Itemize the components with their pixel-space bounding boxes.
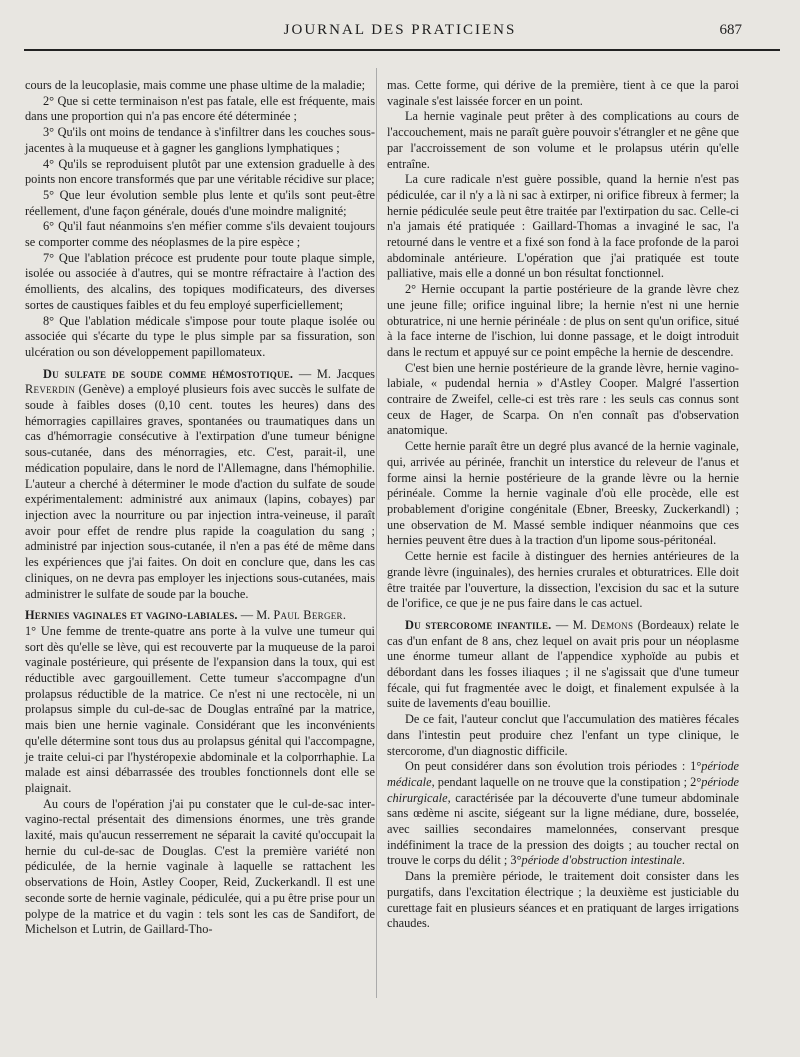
section-hernies-vaginales bbox=[25, 608, 375, 624]
emphasis: période médicale bbox=[387, 759, 739, 789]
paragraph: cours de la leucoplasie, mais comme une phase ultime de la maladie; bbox=[25, 78, 366, 92]
section-body: (Genève) a employé plusieurs fois avec succès le sulfate de soude à faibles doses (0,10 cent. toutes les heures) dans des hémorragies capillaires graves, spontanées ou traumatiques dans un cas d'hémorragie consécutive à l'extirpation d'une tumeur bénigne sous-cutanée, dans des ménorragies, etc. C'est, parait-il, une médication populaire, dans le nord de l'Allemagne, dans l'hémophilie. L'auteur a cherché à déterminer le mode d'action du sulfate de soude expérimentalement: administré aux animaux (lapins, cobayes) par injection avec la nourriture ou par injection intra-veineuse, il paraît avoir pour effet de rendre plus rapide la coagulation du sang ; administré par injection sous-cutanée, il n'en a pas été de même dans les expériences que j'ai faites. On doit en conclure que, dans les cas cliniques, on ne devra pas employer les injections sous-cutanées, mais administrer le sulfate de soude par la bouche. bbox=[25, 382, 375, 601]
section-stercorome bbox=[387, 618, 739, 712]
author-name: Paul Berger. bbox=[273, 608, 347, 623]
paragraph: 5° Que leur évolution semble plus lente et qu'ils sont peut-être réellement, d'une façon générale, doués d'une moindre malignité; bbox=[25, 187, 375, 218]
section-title: Hernies vaginales et vagino-labiales. bbox=[25, 608, 238, 623]
journal-title: JOURNAL DES PRATICIENS bbox=[283, 22, 517, 38]
section-title: Du stercorome infantile. bbox=[405, 617, 552, 632]
column-divider bbox=[376, 68, 377, 998]
paragraph: 8° Que l'ablation médicale s'impose pour toute plaque isolée ou associée qui s'écarte du type le plus simple par sa fissuration, son ulcération ou son développement papillomateux. bbox=[25, 313, 375, 359]
paragraph: 4° Qu'ils se reproduisent plutôt par une extension graduelle à des points non encore transformés que par une véritable récidive sur place; bbox=[25, 156, 375, 187]
paragraph: 7° Que l'ablation précoce est prudente pour toute plaque simple, isolée ou associée à d'autres, qui se montre réfractaire à l'action des émollients, des alcalins, des topiques modificateurs, des diverses sortes de caustiques faibles et du feu employé superficiellement; bbox=[25, 250, 375, 312]
section-title: Du sulfate de soude comme hémostotique. bbox=[43, 366, 294, 381]
paragraph: La hernie vaginale peut prêter à des complications au cours de l'accouchement, mais ne paraît guère pouvoir s'étrangler et ne gêne que par l'accroissement de son volume et le prolapsus utérin qu'elle entraîne. bbox=[387, 109, 739, 171]
text-run: . bbox=[681, 853, 685, 868]
paragraph: De ce fait, l'auteur conclut que l'accumulation des matières fécales dans l'intestin peut produire chez l'enfant un type clinique, le stercorome, d'un diagnostic difficile. bbox=[387, 712, 739, 758]
text-run: On peut considérer dans son évolution trois périodes : 1° bbox=[405, 759, 702, 774]
page-header bbox=[0, 0, 800, 58]
paragraph: mas. Cette forme, qui dérive de la première, tient à ce que la paroi vaginale s'est laissée forcer en un point. bbox=[387, 78, 739, 108]
paragraph: Au cours de l'opération j'ai pu constater que le cul-de-sac inter-vagino-rectal présentait des dimensions énormes, une très grande laxité, mais qu'aucun resserrement ne séparait la cavité qu'occupait la hernie du cul-de-sac de Douglas. C'est la première variété non pédiculée, de la hernie vaginale à laquelle se rattachent les observations de Hoin, Astley Cooper, Reid, Zuckerkandl. Il est une seconde sorte de hernie vaginale, pédiculée, qui a pu être prise pour un polype de la matrice et du vagin : tels sont les cas de Sandifort, de Michelson et Lutrin, de Gaillard-Tho- bbox=[25, 796, 375, 937]
emphasis: période chirurgicale bbox=[387, 774, 739, 805]
paragraph: La cure radicale n'est guère possible, quand la hernie n'est pas pédiculée, car il n'y a là ni sac à extirper, ni orifice fibreux à fermer; la hernie pédiculée seule peut être traitée par l'extirpation du sac. Celle-ci n'a jamais été pratiquée : Gaillard-Thomas a invaginé le sac, l'a retourné dans le ventre et a fixé son fond à la face profonde de la paroi abdominale antérieure. L'opération que j'ai pratiquée est toute palliative, mais elle a donné un bon résultat fonctionnel. bbox=[387, 172, 739, 281]
paragraph-periodes bbox=[387, 759, 739, 869]
emphasis: période d'obstruction intestinale bbox=[521, 853, 682, 868]
paragraph: Cette hernie est facile à distinguer des hernies antérieures de la grande lèvre (inguinales), des hernies crurales et obturatrices. Elle doit être traitée par l'ouverture, la dissection, l'excision du sac et la suture de l'orifice, ce que je ne pus faire dans le cas actuel. bbox=[387, 549, 739, 611]
paragraph: C'est bien une hernie postérieure de la grande lèvre, hernie vagino-labiale, « pudendal hernia » d'Astley Cooper. Malgré l'assertion contraire de Zweifel, celle-ci est très rare : les seuls cas connus sont ceux de Hager, de Scarpa. On n'en connaît pas d'observation anatomique. bbox=[387, 360, 739, 438]
paragraph: 3° Qu'ils ont moins de tendance à s'infiltrer dans les couches sous-jacentes à la muqueuse et à gagner les ganglions lymphatiques ; bbox=[25, 125, 375, 155]
paragraph: Dans la première période, le traitement doit consister dans les purgatifs, dans l'excitation électrique ; la deuxième est justiciable du curettage fait en plusieurs séances et en pratiquant de larges irrigations chaudes. bbox=[387, 869, 739, 931]
section-sulfate-soude bbox=[25, 367, 375, 603]
paragraph: 6° Qu'il faut néanmoins s'en méfier comme s'ils devaient toujours se comporter comme des néoplasmes de la pire espèce ; bbox=[25, 219, 375, 250]
text-run: , pendant laquelle on ne trouve que la constipation ; 2° bbox=[431, 774, 702, 789]
section-dash: — M. bbox=[551, 617, 592, 632]
paragraph: 2° Que si cette terminaison n'est pas fatale, elle est fréquente, mais dans une proportion qui n'a pas encore été déterminée ; bbox=[25, 93, 375, 124]
section-dash: — M. Jacques bbox=[293, 366, 375, 381]
paragraph: Cette hernie paraît être un degré plus avancé de la hernie vaginale, qui, arrivée au périnée, franchit un interstice du releveur de l'anus et forme ainsi la hernie postérieure de la grande lèvre ou la hernie périnéale. Comme la hernie vaginale d'où elle procède, elle est probablement d'origine congénitale (Ebner, Breesky, Zuckerkandl) ; une observation de M. Massé semble indiquer néanmoins que ces hernies peuvent être dues à la traction d'un lipome sous-péritonéal. bbox=[387, 439, 739, 548]
right-column bbox=[387, 78, 739, 932]
section-body: (Bordeaux) relate le cas d'un enfant de 8 ans, chez lequel on avait pris pour un néoplasme une énorme tumeur allant de l'appendice xyphoïde au pubis et débordant dans les fosses iliaques ; il ne s'agissait que d'une tumeur fécale, qui fut fragmentée avec le doigt, et finalement expulsée à la suite de lavements d'eau bouillie. bbox=[387, 617, 739, 711]
header-rule bbox=[24, 49, 780, 51]
author-name: Reverdin bbox=[25, 382, 76, 397]
author-name: Demons bbox=[591, 617, 634, 632]
left-column bbox=[25, 78, 375, 938]
paragraph: 1° Une femme de trente-quatre ans porte à la vulve une tumeur qui sort dès qu'elle se lève, qui est recouverte par la muqueuse de la paroi vaginale postérieure, qui présente de l'expansion dans la toux, qui est réductible avec gargouillement. Cette tumeur s'accompagne d'un prolapsus réductible de la matrice. Ce n'est ni une rectocèle, ni un prolapsus simple du cul-de-sac de Douglas entraîné par la matrice, mais bien une hernie vaginale. Considérant que les inconvénients qu'elle détermine sont tous dus au prolapsus génital qui l'accompagne, je traite celui-ci par l'hystéropexie abdominale et la colporrhaphie. La malade est ainsi débarrassée des troubles fonctionnels dont elle se plaignait. bbox=[25, 623, 375, 795]
section-dash: — M. bbox=[237, 608, 274, 623]
text-run: , caractérisée par la découverte d'une tumeur abdominale sans œdème ni ascite, siégeant sur la ligne médiane, dure, bosselée, avec saillies secondaires mamelonnées, conservant presque indéfiniment la trace de la pression des doigts ; au toucher rectal on trouve le corps du délit ; 3° bbox=[387, 790, 739, 868]
page-number: 687 bbox=[719, 22, 742, 38]
paragraph: 2° Hernie occupant la partie postérieure de la grande lèvre chez une jeune fille; orifice inguinal libre; la hernie n'est ni une hernie obturatrice, ni une hernie périnéale : de plus on sent qu'un orifice, situé à la face interne de l'ischion, lui donne passage, et le doigt introduit dans le rectum et appuyé sur ce point empêche la hernie de descendre. bbox=[387, 282, 739, 359]
